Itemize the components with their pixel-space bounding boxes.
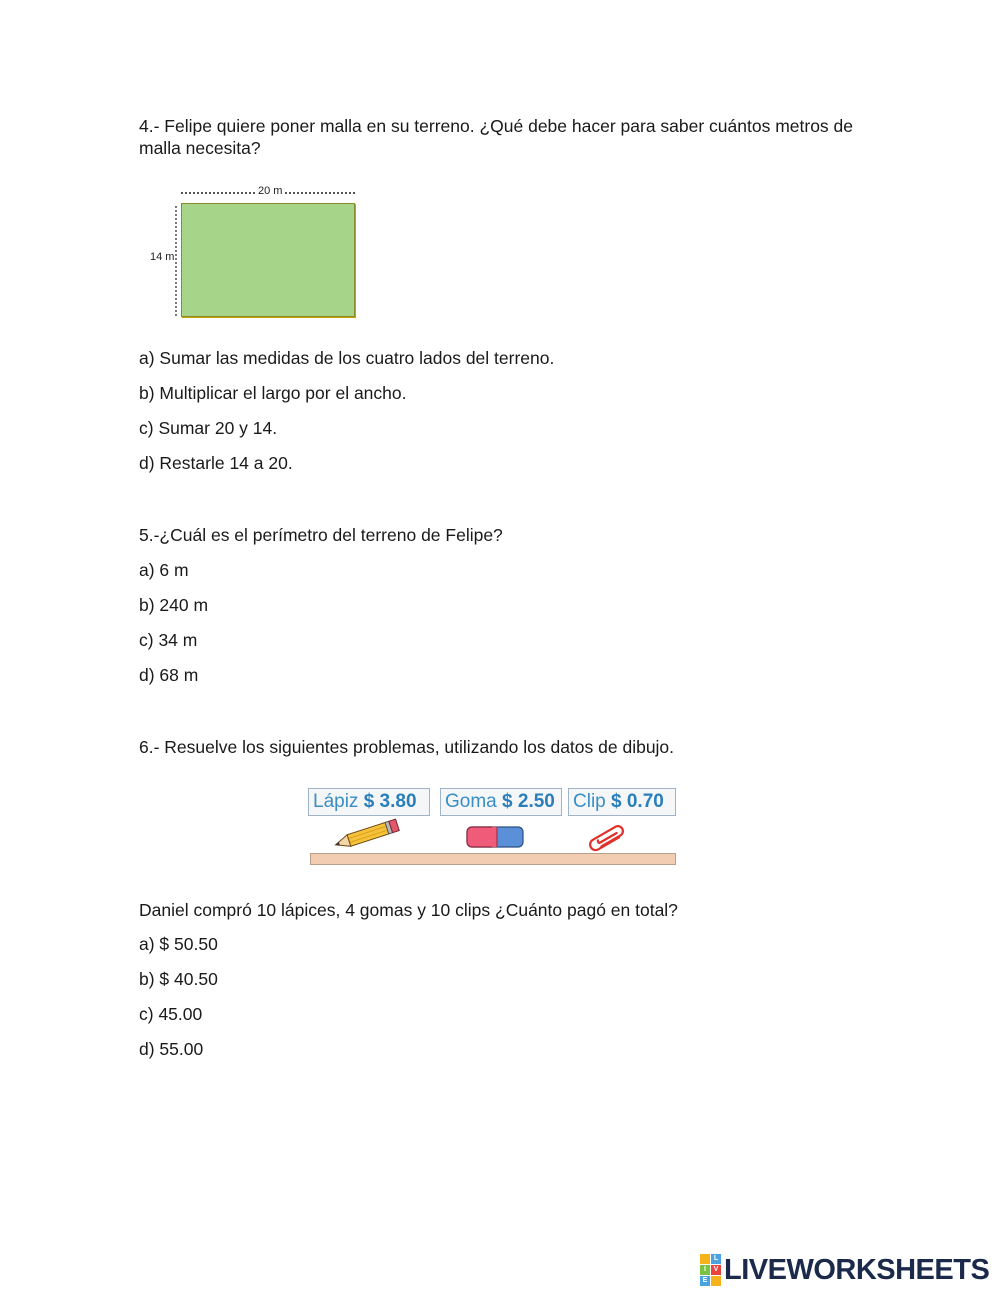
terrain-diagram (145, 180, 375, 325)
price-tag-name: Goma (445, 791, 497, 812)
question-4-text: 4.- Felipe quiere poner malla en su terreno. ¿Qué debe hacer para saber cuántos metros de malla necesita? (139, 116, 854, 158)
eraser-icon (464, 823, 526, 851)
problem-text: Daniel compró 10 lápices, 4 gomas y 10 clips ¿Cuánto pagó en total? (139, 900, 678, 920)
q5-option-d[interactable]: d) 68 m (139, 665, 199, 685)
q4-option-d[interactable]: d) Restarle 14 a 20. (139, 453, 293, 473)
price-tag-clip (568, 788, 676, 816)
q6-option-c[interactable]: c) 45.00 (139, 1004, 203, 1024)
price-tag-pencil (308, 788, 430, 816)
height-label: 14 m (150, 251, 175, 263)
q5-option-b[interactable]: b) 240 m (139, 595, 209, 615)
liveworksheets-logo (700, 1255, 989, 1285)
question-6-text: 6.- Resuelve los siguientes problemas, utilizando los datos de dibujo. (139, 737, 675, 757)
price-tag-name: Clip (573, 791, 606, 812)
q4-option-b[interactable]: b) Multiplicar el largo por el ancho. (139, 383, 407, 403)
width-label: 20 m (255, 185, 285, 197)
q6-option-d[interactable]: d) 55.00 (139, 1039, 204, 1059)
question-5-text: 5.-¿Cuál es el perímetro del terreno de Felipe? (139, 525, 503, 545)
logo-tiles-icon: L I V E (700, 1254, 721, 1286)
paperclip-icon (584, 822, 632, 854)
pencil-icon (330, 818, 402, 852)
q4-option-c[interactable]: c) Sumar 20 y 14. (139, 418, 278, 438)
q6-option-b[interactable]: b) $ 40.50 (139, 969, 218, 989)
shelf (310, 853, 676, 865)
price-tag-value: $ 3.80 (363, 791, 417, 812)
price-tag-value: $ 2.50 (502, 791, 555, 812)
logo-text: LIVEWORKSHEETS (724, 1253, 990, 1286)
price-tag-value: $ 0.70 (611, 791, 664, 812)
q4-option-a[interactable]: a) Sumar las medidas de los cuatro lados del terreno. (139, 348, 555, 368)
q5-option-c[interactable]: c) 34 m (139, 630, 198, 650)
price-tag-eraser (440, 788, 562, 816)
q5-option-a[interactable]: a) 6 m (139, 560, 189, 580)
price-tag-name: Lápiz (313, 791, 359, 812)
height-dimension-line (175, 206, 177, 316)
terrain-rectangle (181, 203, 355, 317)
q6-option-a[interactable]: a) $ 50.50 (139, 934, 218, 954)
